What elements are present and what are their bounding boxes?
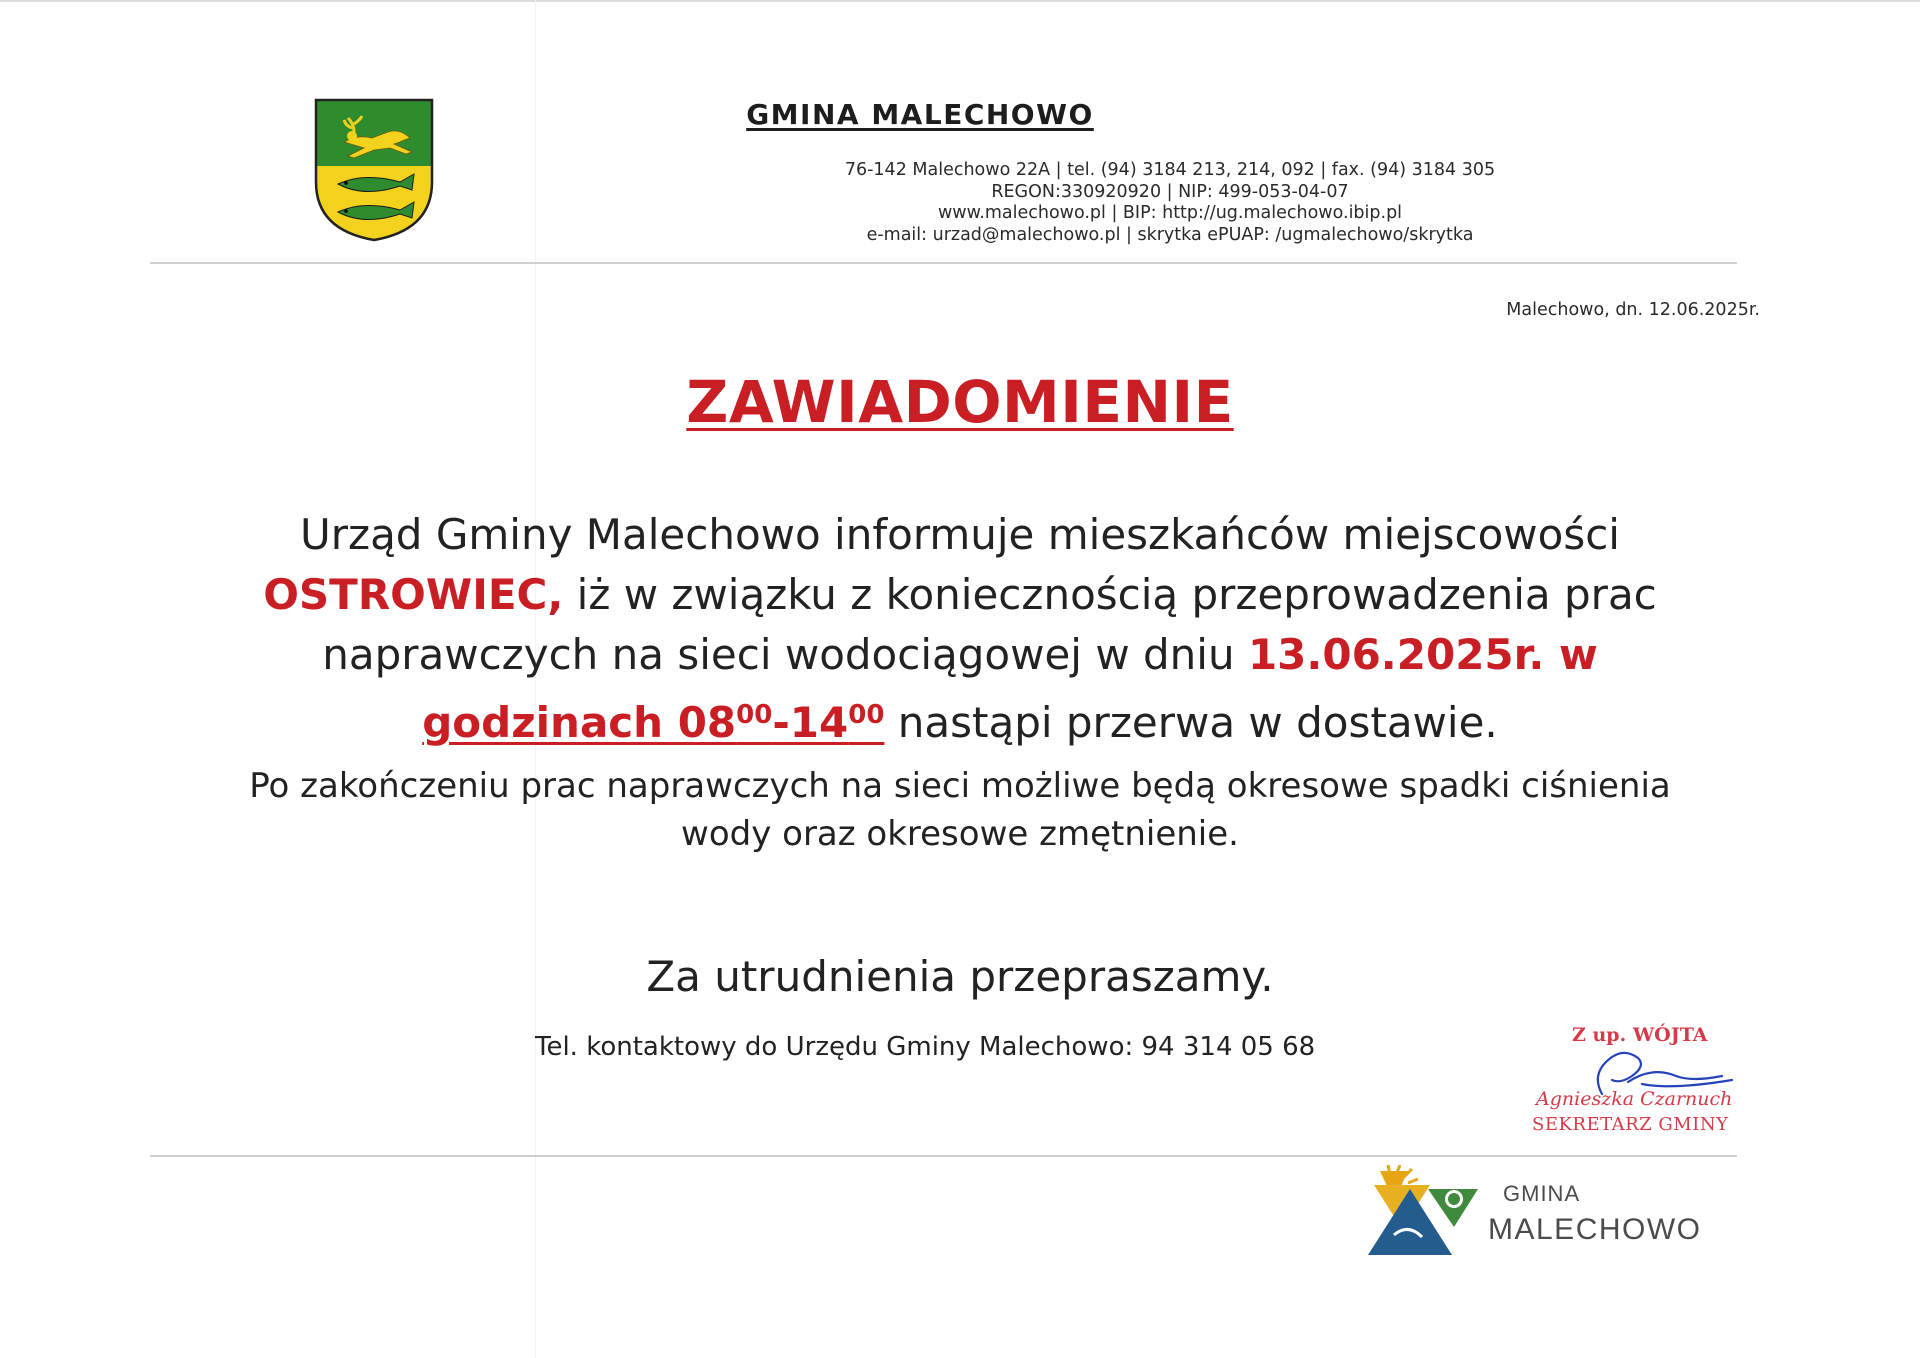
notice-main-paragraph xyxy=(150,505,1770,753)
notice-line: Po zakończeniu prac naprawczych na sieci możliwe będą okresowe spadki ciśnienia xyxy=(249,766,1671,806)
document-title: ZAWIADOMIENIE xyxy=(686,368,1234,436)
letterhead-address xyxy=(770,160,1570,246)
notice-text: Urząd Gminy Malechowo informuje mieszkańców miejscowości xyxy=(300,510,1620,559)
notice-line: wody oraz okresowe zmętnienie. xyxy=(681,814,1239,854)
address-line: 76-142 Malechowo 22A | tel. (94) 3184 213, 214, 092 | fax. (94) 3184 305 xyxy=(844,160,1496,180)
footer-divider xyxy=(150,1155,1737,1157)
address-line: www.malechowo.pl | BIP: http://ug.malechowo.ibip.pl xyxy=(937,203,1403,223)
address-line: REGON:330920920 | NIP: 499-053-04-07 xyxy=(991,181,1349,202)
hours-end: -14 xyxy=(772,698,849,747)
notice-line xyxy=(150,505,1770,565)
stamp-name: Agnieszka Czarnuch xyxy=(1536,1088,1733,1110)
letterhead-divider xyxy=(150,262,1737,264)
footer-logo-word-malechowo: MALECHOWO xyxy=(1488,1213,1702,1246)
address-line: e-mail: urzad@malechowo.pl | skrytka ePUAP: /ugmalechowo/skrytka xyxy=(866,224,1474,245)
coat-of-arms-icon xyxy=(314,98,434,242)
notice-locality: OSTROWIEC, xyxy=(263,570,564,619)
letterhead-org-name: GMINA MALECHOWO xyxy=(746,98,1094,131)
notice-text: naprawczych na sieci wodociągowej w dniu xyxy=(322,630,1248,679)
notice-line xyxy=(150,565,1770,625)
signature-icon xyxy=(1572,1036,1742,1106)
notice-text: nastąpi przerwa w dostawie. xyxy=(884,698,1498,747)
page-top-edge xyxy=(0,0,1920,2)
notice-text: iż w związku z koniecznością przeprowadzenia prac xyxy=(563,570,1657,619)
document-date: Malechowo, dn. 12.06.2025r. xyxy=(1506,300,1760,320)
hours-start-minutes: 00 xyxy=(736,700,773,730)
hours-start: godzinach 08 xyxy=(422,698,737,747)
hours-end-minutes: 00 xyxy=(848,700,885,730)
notice-secondary-paragraph xyxy=(150,762,1770,858)
notice-hours xyxy=(422,698,884,747)
official-stamp xyxy=(1512,1016,1752,1166)
notice-line xyxy=(150,625,1770,685)
notice-line xyxy=(150,685,1770,753)
stamp-role: SEKRETARZ GMINY xyxy=(1532,1114,1729,1135)
apology-text: Za utrudnienia przepraszamy. xyxy=(646,952,1274,1001)
notice-date: 13.06.2025r. w xyxy=(1247,630,1598,679)
footer-logo-word-gmina: GMINA xyxy=(1503,1181,1581,1206)
stamp-authority: Z up. WÓJTA xyxy=(1572,1024,1708,1046)
contact-phone: Tel. kontaktowy do Urzędu Gminy Malechowo: 94 314 05 68 xyxy=(535,1032,1316,1062)
